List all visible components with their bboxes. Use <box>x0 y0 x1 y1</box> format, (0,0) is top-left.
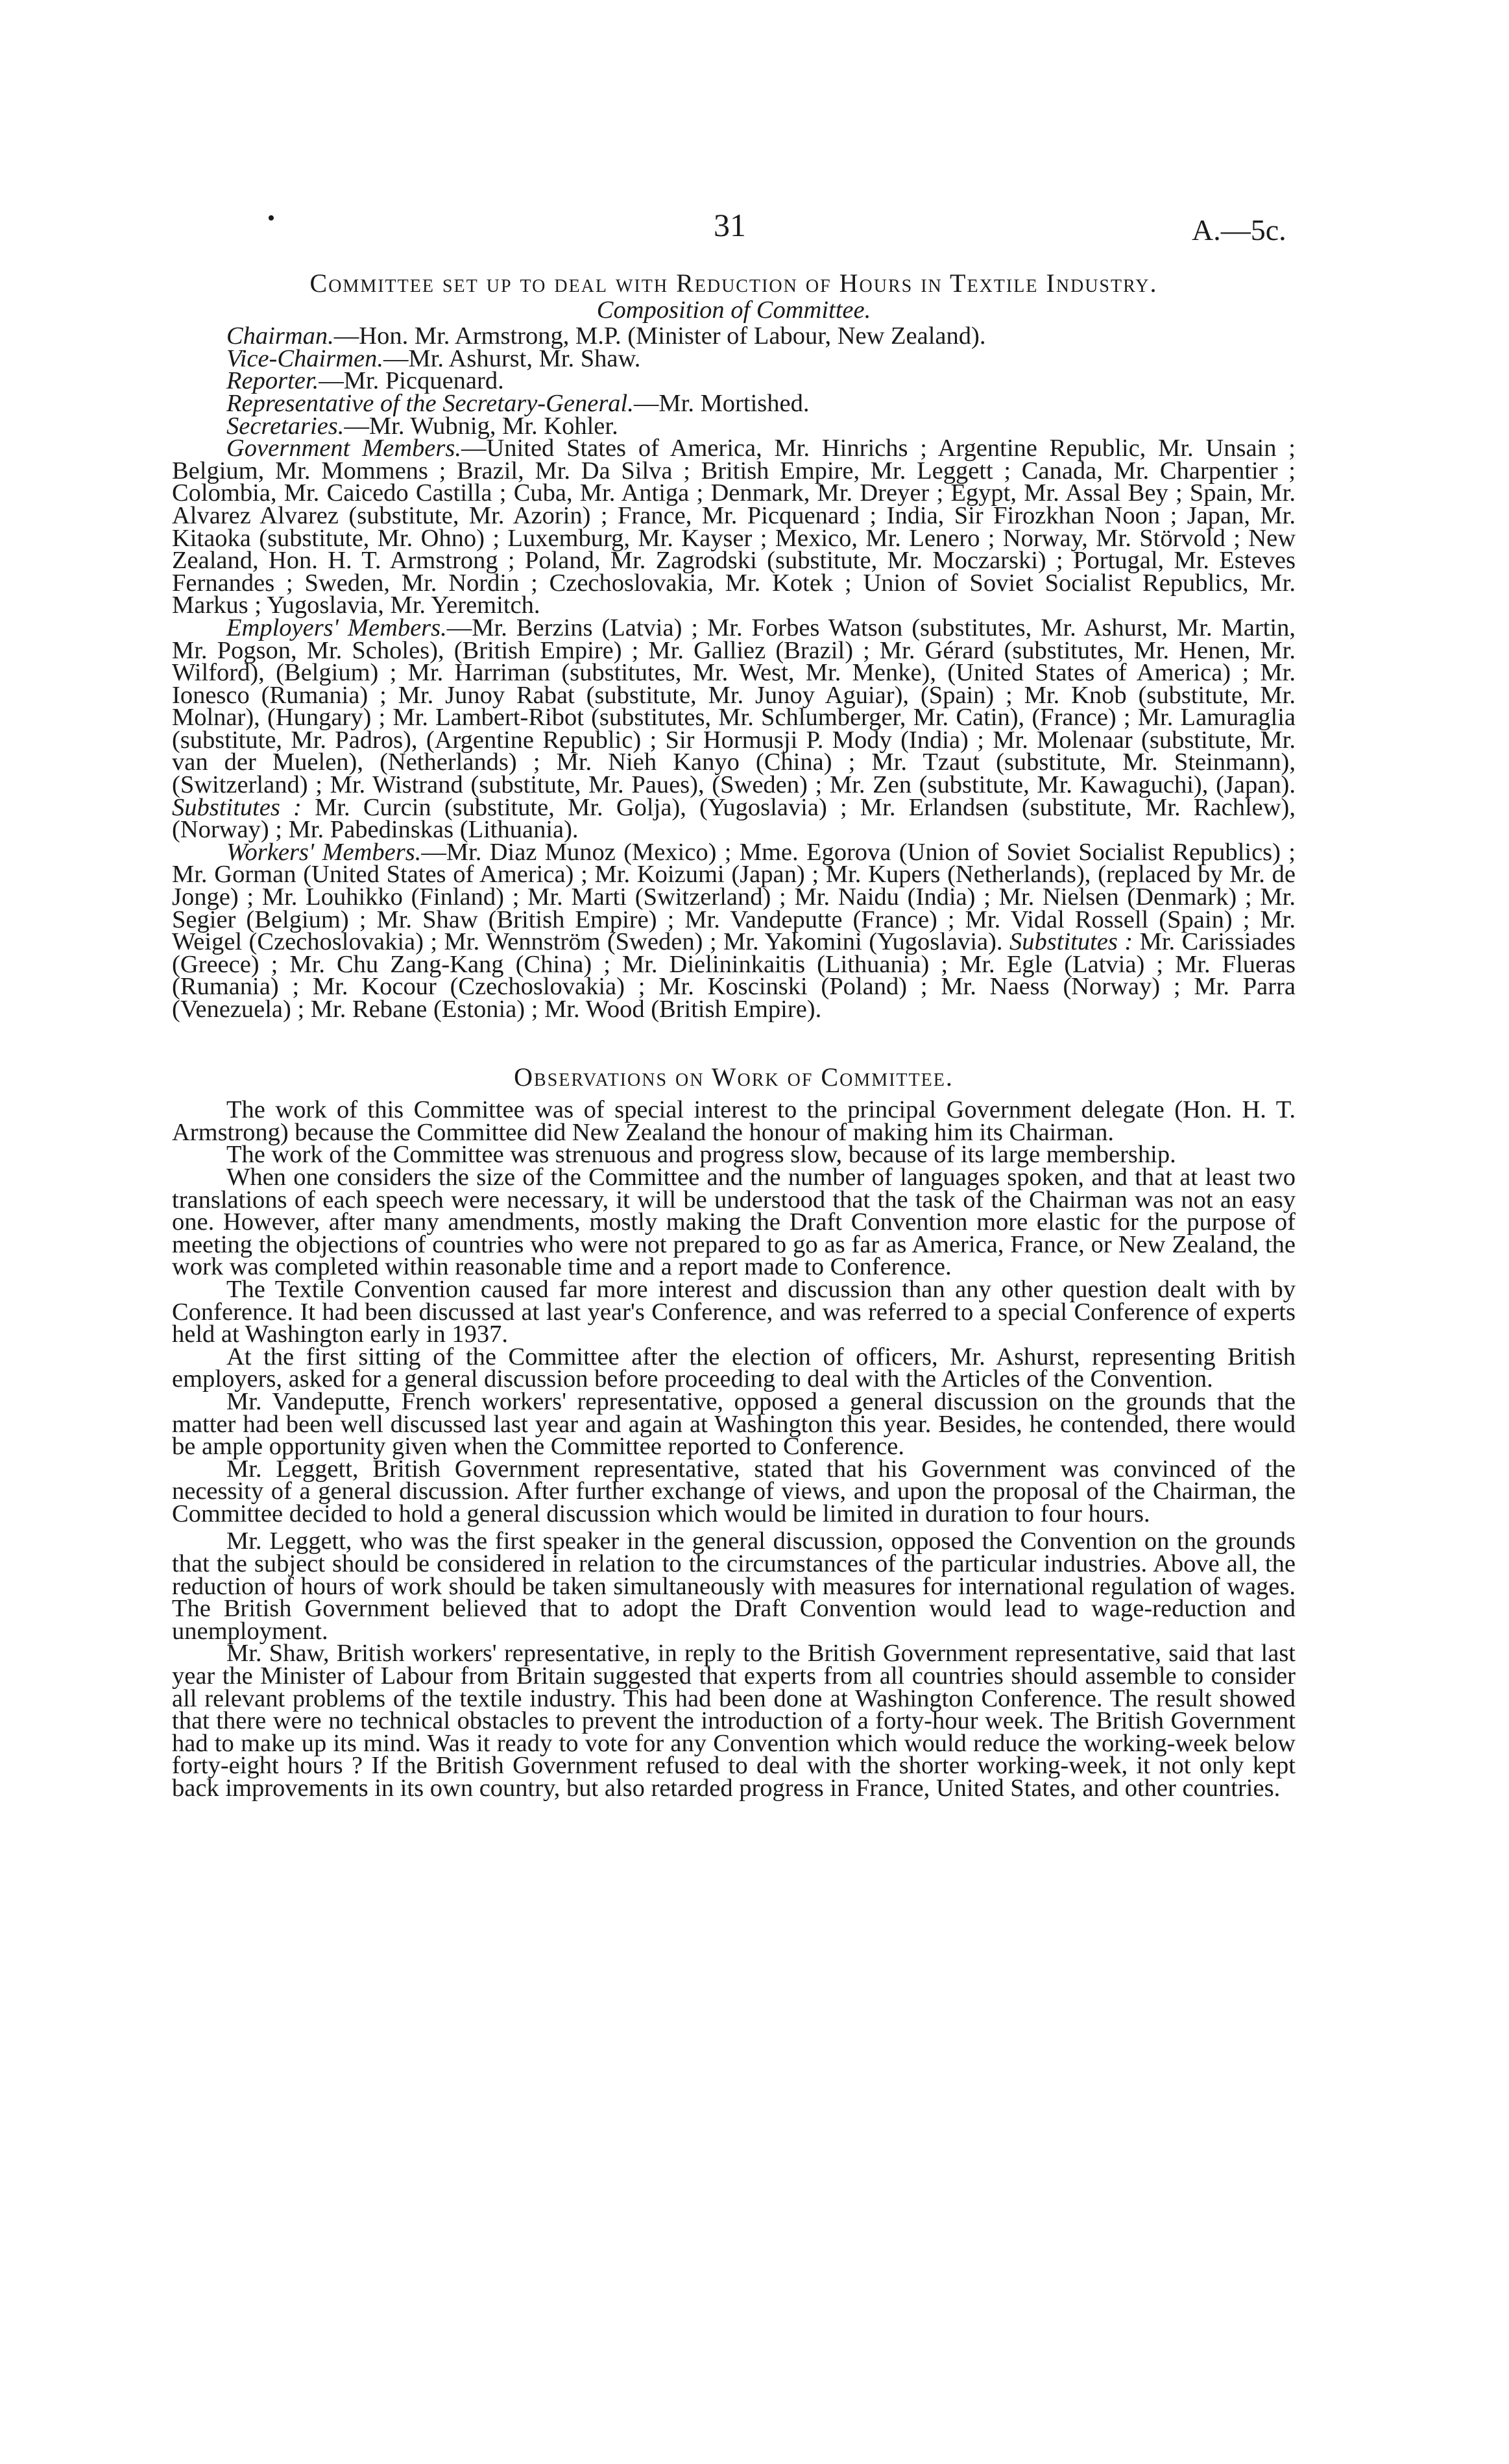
secretaries-line <box>172 412 1296 440</box>
document-body <box>172 269 1296 1802</box>
observation-paragraph: Mr. Leggett, who was the first speaker in the general discussion, opposed the Convention on the grounds that the subject should be considered in relation to the circumstances of the particular industries. Above all, the reduction of hours of work should be taken simultaneously with measures for international regulation of wages. The British Government believed that to adopt the Draft Convention would lead to wage-reduction and unemployment. <box>172 1527 1296 1645</box>
observation-paragraph: Mr. Vandeputte, French workers' representative, opposed a general discussion on the grounds that the matter had been well discussed last year and again at Washington this year. Besides, he contended, there would be ample opportunity given when the Committee reported to Conference. <box>172 1387 1296 1461</box>
government-members-text: —United States of America, Mr. Hinrichs ; Argentine Republic, Mr. Unsain ; Belgium, Mr. Mommens ; Brazil, Mr. Da Silva ; British Empire, Mr. Leggett ; Canada, Mr. Charpentier ; Colombia, Mr. Caicedo Castilla ; Cuba, Mr. Antiga ; Denmark, Mr. Dreyer ; Egypt, Mr. Assal Bey ; Spain, Mr. Alvarez Alvarez (substitute, Mr. Azorin) ; France, Mr. Picquenard ; India, Sir Firozkhan Noon ; Japan, Mr. Kitaoka (substitute, Mr. Ohno) ; Luxemburg, Mr. Kayser ; Mexico, Mr. Lenero ; Norway, Mr. Störvold ; New Zealand, Hon. H. T. Armstrong ; Poland, Mr. Zagrodski (substitute, Mr. Moczarski) ; Portugal, Mr. Esteves Fernandes ; Sweden, Mr. Nordin ; Czechoslovakia, Mr. Kotek ; Union of Soviet Socialist Republics, Mr. Markus ; Yugoslavia, Mr. Yeremitch. <box>172 435 1296 619</box>
workers-substitutes-text: Mr. Carissiades (Greece) ; Mr. Chu Zang-Kang (China) ; Mr. Dielininkaitis (Lithuania) ; Mr. Egle (Latvia) ; Mr. Flueras (Rumania) ; Mr. Kocour (Czechoslovakia) ; Mr. Koscinski (Poland) ; Mr. Naess (Norway) ; Mr. Parra (Venezuela) ; Mr. Rebane (Estonia) ; Mr. Wood (British Empire). <box>172 928 1296 1023</box>
page-number: 31 <box>714 207 746 243</box>
observation-paragraph: When one considers the size of the Committee and the number of languages spoken, and that at least two translations of each speech were necessary, it will be understood that the task of the Chairman was not an easy one. However, after many amendments, mostly making the Draft Convention more elastic for the purpose of meeting the objections of countries who were not prepared to go as far as America, France, or New Zealand, the work was completed within reasonable time and a report made to Conference. <box>172 1163 1296 1281</box>
document-reference: A.—5c. <box>1192 213 1286 246</box>
observations-heading: Observations on Work of Committee. <box>514 1062 954 1092</box>
employers-members-label: Employers' Members. <box>226 614 447 641</box>
chairman-label: Chairman. <box>226 322 334 350</box>
employers-substitutes-label: Substitutes : <box>172 793 302 821</box>
committee-heading: Committee set up to deal with Reduction of Hours in Textile Industry. <box>309 269 1158 298</box>
government-members-paragraph <box>172 437 1296 617</box>
observation-paragraph: Mr. Shaw, British workers' representative, in reply to the British Government representative, said that last year the Minister of Labour from Britain suggested that experts from all countries should assemble to consider all relevant problems of the textile industry. This had been done at Washington Conference. The result showed that there were no technical obstacles to prevent the introduction of a forty-hour week. The British Government had to make up its mind. Was it ready to vote for any Convention which would reduce the working-week below forty-eight hours ? If the British Government refused to deal with the shorter working-week, it not only kept back improvements in its own country, but also retarded progress in France, United States, and other countries. <box>172 1640 1296 1802</box>
page-mark: • <box>267 206 275 230</box>
government-members-label: Government Members. <box>226 435 461 462</box>
workers-members-paragraph <box>172 838 1296 1023</box>
observation-paragraph: The work of this Committee was of special interest to the principal Government delegate (Hon. H. T. Armstrong) because the Committee did New Zealand the honour of making him its Chairman. <box>172 1096 1296 1146</box>
observation-paragraph: The Textile Convention caused far more interest and discussion than any other question dealt with by Conference. It had been discussed at last year's Conference, and was referred to a special Conference of experts held at Washington early in 1937. <box>172 1275 1296 1348</box>
reporter-text: —Mr. Picquenard. <box>319 367 504 395</box>
composition-subheading: Composition of Committee. <box>596 296 871 324</box>
reporter-line <box>172 367 1296 395</box>
workers-members-label: Workers' Members. <box>226 838 422 866</box>
employers-members-paragraph <box>172 614 1296 844</box>
secretaries-label: Secretaries. <box>226 412 344 440</box>
observation-paragraph: The work of the Committee was strenuous and progress slow, because of its large membership. <box>226 1141 1176 1169</box>
secretaries-text: —Mr. Wubnig, Mr. Kohler. <box>344 412 618 440</box>
representative-line <box>172 389 1296 417</box>
representative-text: —Mr. Mortished. <box>633 389 810 417</box>
representative-label: Representative of the Secretary-General. <box>226 389 634 417</box>
workers-members-text: —Mr. Diaz Munoz (Mexico) ; Mme. Egorova (Union of Soviet Socialist Republics) ; Mr. Gorman (United States of America) ; Mr. Koizumi (Japan) ; Mr. Kupers (Netherlands), (replaced by Mr. de Jonge) ; Mr. Louhikko (Finland) ; Mr. Marti (Switzerland) ; Mr. Naidu (India) ; Mr. Nielsen (Denmark) ; Mr. Segier (Belgium) ; Mr. Shaw (British Empire) ; Mr. Vandeputte (France) ; Mr. Vidal Rossell (Spain) ; Mr. Weigel (Czechoslovakia) ; Mr. Wennström (Sweden) ; Mr. Yakomini (Yugoslavia). <box>172 838 1296 956</box>
vice-chairmen-label: Vice-Chairmen. <box>226 344 383 372</box>
observation-paragraph: At the first sitting of the Committee after the election of officers, Mr. Ashurst, representing British employers, asked for a general discussion before proceeding to deal with the Articles of the Convention. <box>172 1343 1296 1393</box>
employers-substitutes-text: Mr. Curcin (substitute, Mr. Golja), (Yugoslavia) ; Mr. Erlandsen (substitute, Mr. Rachlew), (Norway) ; Mr. Pabedinskas (Lithuania). <box>172 793 1296 844</box>
employers-members-text: —Mr. Berzins (Latvia) ; Mr. Forbes Watson (substitutes, Mr. Ashurst, Mr. Martin, Mr. Pogson, Mr. Scholes), (British Empire) ; Mr. Galliez (Brazil) ; Mr. Gérard (substitutes, Mr. Henen, Mr. Wilford), (Belgium) ; Mr. Harriman (substitutes, Mr. West, Mr. Menke), (United States of America) ; Mr. Ionesco (Rumania) ; Mr. Junoy Rabat (substitute, Mr. Junoy Aguiar), (Spain) ; Mr. Knob (substitute, Mr. Molnar), (Hungary) ; Mr. Lambert-Ribot (substitutes, Mr. Schlumberger, Mr. Catin), (France) ; Mr. Lamuraglia (substitute, Mr. Padros), (Argentine Republic) ; Sir Hormusji P. Mody (India) ; Mr. Molenaar (substitute, Mr. van der Muelen), (Netherlands) ; Mr. Nieh Kanyo (China) ; Mr. Tzaut (substitute, Mr. Steinmann), (Switzerland) ; Mr. Wistrand (substitute, Mr. Paues), (Sweden) ; Mr. Zen (substitute, Mr. Kawaguchi), (Japan). <box>172 614 1296 799</box>
workers-substitutes-label: Substitutes : <box>1009 928 1133 956</box>
vice-chairmen-line <box>172 344 1296 372</box>
vice-chairmen-text: —Mr. Ashurst, Mr. Shaw. <box>383 344 641 372</box>
chairman-text: —Hon. Mr. Armstrong, M.P. (Minister of Labour, New Zealand). <box>333 322 986 350</box>
reporter-label: Reporter. <box>226 367 319 395</box>
observation-paragraph: Mr. Leggett, British Government representative, stated that his Government was convinced of the necessity of a general discussion. After further exchange of views, and upon the proposal of the Chairman, the Committee decided to hold a general discussion which would be limited in duration to four hours. <box>172 1455 1296 1527</box>
chairman-line <box>172 322 1296 350</box>
